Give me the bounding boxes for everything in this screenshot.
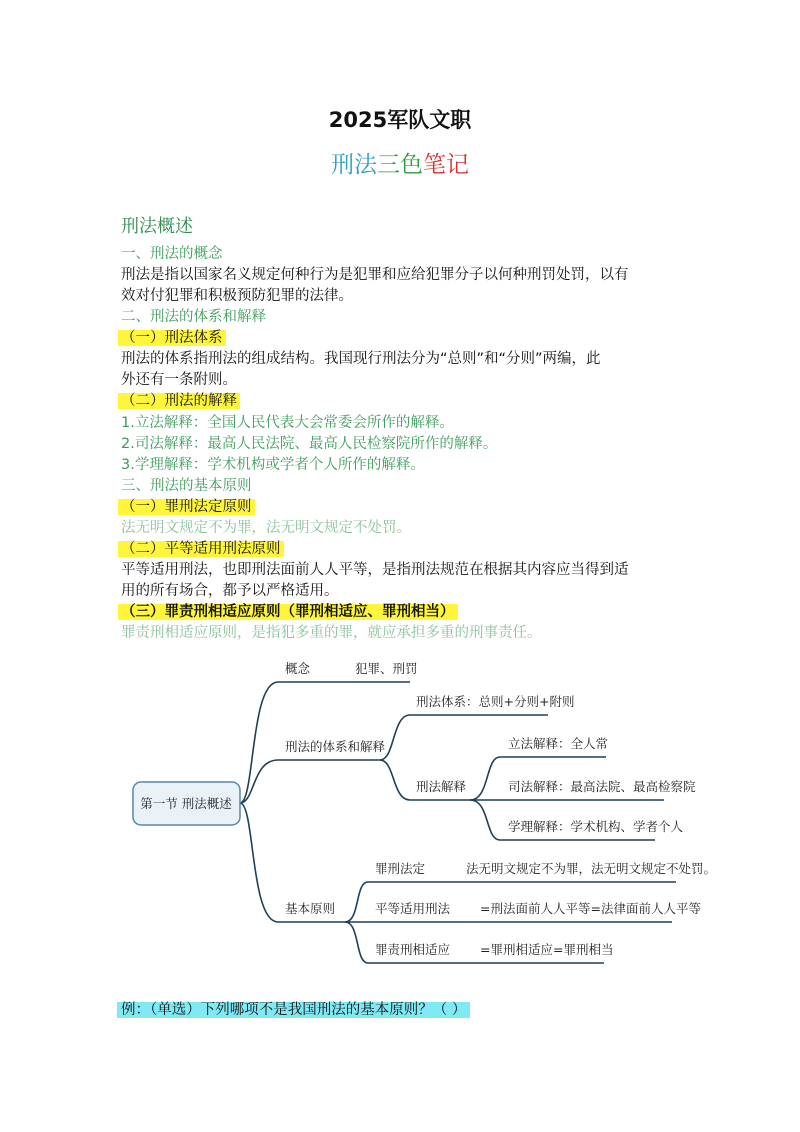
mindmap-principle-3: 罪责刑相适应 — [375, 942, 451, 957]
s2-sub1-text-line-1: 刑法的体系指刑法的组成结构。我国现行刑法分为“总则”和“分则”两编，此 — [121, 351, 601, 367]
edge-root-principles — [240, 803, 278, 922]
document-title: 2025军队文职 — [328, 108, 472, 132]
s3-sub1-text: 法无明文规定不为罪，法无明文规定不处罚。 — [121, 520, 411, 536]
mindmap-concept-leaf: 犯罪、刑罚 — [355, 661, 418, 676]
s1-text-line-2: 效对付犯罪和积极预防犯罪的法律。 — [121, 288, 353, 304]
s3-sub2-text-line-2: 用的所有场合，都予以严格适用。 — [121, 583, 339, 599]
s3-sub1-heading: （一）罪刑法定原则 — [118, 499, 255, 515]
mindmap-root: 第一节 刑法概述 — [140, 796, 232, 811]
mindmap-principles: 基本原则 — [285, 901, 336, 916]
mindmap-principle-leaf-1: 法无明文规定不为罪，法无明文规定不处罚。 — [466, 861, 717, 876]
s2-sub2-heading: （二）刑法的解释 — [118, 393, 240, 409]
mindmap-interp: 刑法解释 — [416, 779, 467, 794]
subtitle-part-3: 笔记 — [423, 152, 469, 178]
example-question: 例：（单选）下列哪项不是我国刑法的基本原则？（ ） — [117, 1002, 470, 1018]
mindmap-concept: 概念 — [285, 661, 311, 676]
mindmap-interp-leaf-3: 学理解释：学术机构、学者个人 — [508, 819, 684, 834]
mindmap-system: 刑法的体系和解释 — [285, 739, 386, 754]
edge-root-concept — [240, 682, 278, 803]
s1-heading: 一、刑法的概念 — [121, 246, 223, 262]
s3-sub2-text-line-1: 平等适用刑法，也即刑法面前人人平等，是指刑法规范在根据其内容应当得到适 — [121, 562, 629, 578]
s1-text-line-1: 刑法是指以国家名义规定何种行为是犯罪和应给犯罪分子以何种刑罚处罚，以有 — [121, 267, 629, 283]
interp-item-3: 3.学理解释：学术机构或学者个人所作的解释。 — [121, 457, 425, 473]
s3-sub2-heading: （二）平等适用刑法原则 — [118, 541, 284, 557]
mindmap-principle-2: 平等适用刑法 — [375, 901, 451, 916]
s3-sub3-heading: （三）罪责刑相适应原则（罪刑相适应、罪刑相当） — [118, 604, 458, 620]
subtitle-part-2: 三色 — [377, 152, 423, 178]
s3-heading: 三、刑法的基本原则 — [121, 478, 252, 494]
s2-sub1-heading: （一）刑法体系 — [118, 330, 226, 346]
interp-item-2: 2.司法解释：最高人民法院、最高人民检察院所作的解释。 — [121, 436, 498, 452]
interp-item-1: 1.立法解释：全国人民代表大会常委会所作的解释。 — [121, 415, 454, 431]
s3-sub3-text: 罪责刑相适应原则，是指犯多重的罪，就应承担多重的刑事责任。 — [121, 625, 542, 641]
mindmap-interp-leaf-2: 司法解释：最高法院、最高检察院 — [508, 779, 696, 794]
mindmap-system-leaf: 刑法体系：总则+分则+附则 — [416, 694, 575, 709]
mindmap-principle-leaf-2: =刑法面前人人平等=法律面前人人平等 — [480, 901, 701, 916]
mindmap-principle-1: 罪刑法定 — [375, 861, 426, 876]
subtitle-part-1: 刑法 — [331, 152, 377, 178]
mindmap-principle-leaf-3: =罪刑相适应=罪刑相当 — [480, 942, 614, 957]
s2-sub1-text-line-2: 外还有一条附则。 — [121, 372, 237, 388]
s2-heading: 二、刑法的体系和解释 — [121, 309, 266, 325]
section-title: 刑法概述 — [121, 216, 193, 237]
mindmap-interp-leaf-1: 立法解释：全人常 — [508, 736, 609, 751]
